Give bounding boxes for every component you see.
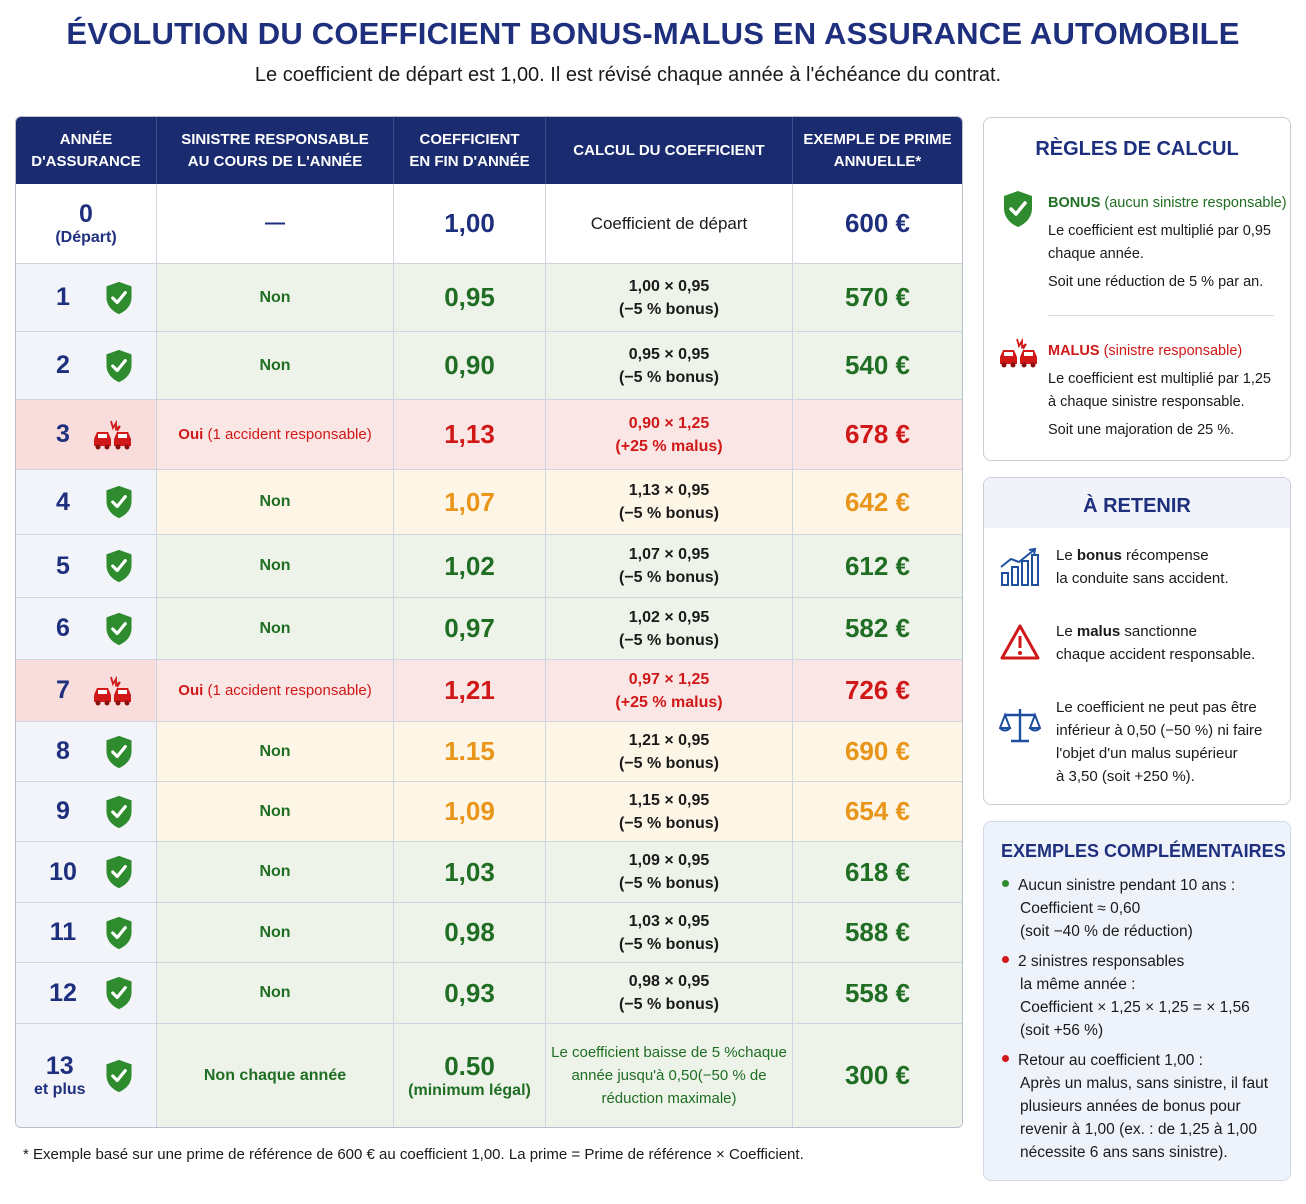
prime-cell — [793, 264, 962, 331]
table-row — [16, 721, 962, 781]
car-crash-icon — [92, 676, 134, 706]
prime-cell — [793, 400, 962, 469]
shield-check-icon — [104, 916, 134, 950]
coefficient-value: 1,00 — [444, 208, 495, 238]
examples-panel — [983, 821, 1291, 1181]
coefficient-cell — [394, 722, 546, 781]
header-coefficient: COEFFICIENT EN FIN D'ANNÉE — [394, 117, 546, 184]
prime-cell — [793, 903, 962, 962]
sinistre-value: Non chaque année — [203, 1066, 347, 1084]
retain-title: À RETENIR — [1083, 495, 1191, 517]
year-number: 2 — [56, 351, 70, 379]
calcul-cell — [546, 184, 793, 263]
prime-cell — [793, 1024, 962, 1127]
prime-cell — [793, 535, 962, 597]
coefficient-value: 1,09 — [444, 796, 495, 826]
calcul-cell — [546, 598, 793, 659]
table-row — [16, 331, 962, 399]
coefficient-value: 1,13 — [444, 419, 495, 449]
shield-check-icon — [104, 485, 134, 519]
year-number: 12 — [49, 978, 77, 1007]
table-row — [16, 1023, 962, 1127]
year-number: 7 — [56, 676, 70, 704]
table-row — [16, 469, 962, 534]
table-body — [16, 184, 962, 1127]
prime-value: 654 € — [844, 796, 911, 826]
prime-cell — [793, 332, 962, 399]
calcul-note: (−5 % bonus) — [618, 569, 719, 586]
coefficient-value: 1,07 — [444, 486, 495, 517]
car-crash-icon — [998, 338, 1040, 373]
year-number: 1 — [56, 283, 70, 311]
prime-cell — [793, 470, 962, 534]
table-row — [16, 902, 962, 962]
prime-cell — [793, 722, 962, 781]
calcul-text: (−50 % de réduction maximale) — [601, 1067, 767, 1107]
coefficient-cell — [394, 660, 546, 721]
coefficient-cell — [394, 470, 546, 534]
bar-chart-icon — [999, 547, 1041, 592]
prime-value: 600 € — [844, 208, 911, 238]
calcul-formula: 0,98 × 0,95 — [628, 973, 710, 990]
year-cell — [16, 332, 157, 399]
year-cell — [16, 598, 157, 659]
calcul-formula: 1,21 × 0,95 — [628, 731, 710, 749]
calcul-formula: 1,13 × 0,95 — [628, 482, 710, 499]
calcul-cell — [546, 903, 793, 962]
sinistre-value: Oui — [178, 426, 204, 443]
calcul-note: (−5 % bonus) — [618, 814, 719, 832]
prime-value: 540 € — [844, 350, 911, 380]
table-row — [16, 597, 962, 659]
year-cell — [16, 264, 157, 331]
example-item: Retour au coefficient 1,00 : Après un malus, sans sinistre, il faut plusieurs années de bonus pour revenir à 1,00 (ex. : de 1,25 à 1,00 nécessite 6 ans sans sinistre). — [1002, 1049, 1268, 1164]
prime-cell — [793, 660, 962, 721]
prime-cell — [793, 842, 962, 902]
prime-value: 612 € — [844, 550, 911, 581]
sinistre-cell — [157, 842, 394, 902]
prime-value: 558 € — [844, 977, 911, 1008]
coefficient-value: 1,03 — [444, 856, 495, 887]
calcul-cell — [546, 470, 793, 534]
calcul-formula: 1,07 × 0,95 — [628, 546, 710, 563]
calcul-cell — [546, 400, 793, 469]
shield-check-icon — [104, 612, 134, 646]
sinistre-cell — [157, 470, 394, 534]
year-cell — [16, 535, 157, 597]
page-subtitle: Le coefficient de départ est 1,00. Il est révisé chaque année à l'échéance du contrat. — [254, 64, 1002, 86]
calcul-formula: 1,03 × 0,95 — [628, 912, 710, 930]
calcul-note: (−5 % bonus) — [618, 935, 719, 953]
table-row — [16, 534, 962, 597]
year-cell — [16, 903, 157, 962]
calcul-formula: 0,95 × 0,95 — [628, 345, 710, 363]
calcul-note: (−5 % bonus) — [618, 505, 719, 522]
shield-check-icon — [104, 549, 134, 583]
sinistre-cell — [157, 535, 394, 597]
calcul-formula: 0,97 × 1,25 — [628, 670, 710, 688]
prime-value: 726 € — [844, 675, 911, 705]
calcul-note: (−5 % bonus) — [618, 996, 719, 1013]
prime-value: 570 € — [844, 282, 911, 312]
calcul-cell — [546, 264, 793, 331]
sinistre-value: Non — [259, 288, 291, 306]
calcul-formula: 1,09 × 0,95 — [628, 852, 710, 869]
example-item: 2 sinistres responsables la même année : Coefficient × 1,25 × 1,25 = × 1,56 (soit +56 %) — [1002, 950, 1250, 1042]
coefficient-cell — [394, 535, 546, 597]
table-row — [16, 659, 962, 721]
sinistre-cell — [157, 782, 394, 841]
shield-check-icon — [104, 976, 134, 1010]
sinistre-detail: (1 accident responsable) — [207, 682, 372, 699]
calcul-cell — [546, 782, 793, 841]
sinistre-value: Non — [259, 984, 291, 1001]
year-cell — [16, 963, 157, 1023]
calcul-text: Coefficient de départ — [590, 213, 748, 233]
prime-cell — [793, 598, 962, 659]
header-year: ANNÉE D'ASSURANCE — [16, 117, 157, 184]
table-row — [16, 184, 962, 263]
calcul-formula: 0,90 × 1,25 — [628, 414, 710, 432]
calcul-note: (+25 % malus) — [615, 693, 723, 711]
year-cell — [16, 722, 157, 781]
shield-check-icon — [1002, 190, 1034, 233]
table-row — [16, 841, 962, 902]
calcul-text: Le coefficient baisse de 5 % — [551, 1044, 738, 1061]
sinistre-cell — [157, 598, 394, 659]
year-cell — [16, 184, 157, 263]
coefficient-value: 1.15 — [444, 736, 495, 766]
year-number: 10 — [49, 857, 77, 886]
calcul-cell — [546, 722, 793, 781]
prime-value: 588 € — [844, 917, 911, 947]
year-number: 11 — [49, 918, 77, 946]
rules-panel: RÈGLES DE CALCUL BONUS (aucun sinistre responsable) Le coefficient est multiplié par 0,95 chaque année. Soit une réduction de 5 % par an. MALUS (sinistre responsable) Le coefficient est multiplié par 1,25 à chaque sinistre responsable. Soit une majoration de 25 %. — [983, 117, 1291, 461]
sinistre-value: Oui — [178, 682, 204, 699]
header-calcul: CALCUL DU COEFFICIENT — [546, 117, 793, 184]
coefficient-cell — [394, 963, 546, 1023]
coefficient-value: 0.50 — [444, 1051, 495, 1081]
calcul-note: (+25 % malus) — [615, 437, 723, 455]
sinistre-cell — [157, 903, 394, 962]
calcul-note: (−5 % bonus) — [618, 754, 719, 772]
prime-value: 582 € — [844, 613, 911, 643]
sinistre-value: Non — [259, 356, 291, 374]
sinistre-cell — [157, 400, 394, 469]
sinistre-value: — — [265, 212, 285, 234]
shield-check-icon — [104, 1059, 134, 1093]
calcul-note: (−5 % bonus) — [618, 875, 719, 892]
sinistre-cell — [157, 660, 394, 721]
coefficient-cell — [394, 903, 546, 962]
year-number: 0 — [79, 200, 93, 228]
prime-value: 678 € — [844, 419, 911, 449]
car-crash-icon — [92, 420, 134, 450]
coefficient-value: 0,98 — [444, 917, 495, 947]
year-cell — [16, 782, 157, 841]
year-number: 9 — [56, 797, 70, 825]
sinistre-value: Non — [259, 742, 291, 760]
calcul-cell — [546, 842, 793, 902]
examples-title: EXEMPLES COMPLÉMENTAIRES — [1001, 841, 1286, 861]
sinistre-cell — [157, 1024, 394, 1127]
example-item: Aucun sinistre pendant 10 ans : Coefficient ≈ 0,60 (soit −40 % de réduction) — [1002, 874, 1235, 943]
shield-check-icon — [104, 855, 134, 889]
calcul-cell — [546, 1024, 793, 1127]
coefficient-cell — [394, 598, 546, 659]
year-sub: et plus — [34, 1081, 86, 1098]
table-row — [16, 781, 962, 841]
shield-check-icon — [104, 735, 134, 769]
prime-value: 300 € — [844, 1060, 911, 1090]
calcul-note: (−5 % bonus) — [618, 368, 719, 386]
shield-check-icon — [104, 349, 134, 383]
prime-cell — [793, 184, 962, 263]
year-number: 3 — [56, 420, 70, 448]
year-number: 8 — [56, 737, 70, 765]
page-title: ÉVOLUTION DU COEFFICIENT BONUS-MALUS EN ASSURANCE AUTOMOBILE — [66, 16, 1240, 51]
calcul-text: chaque année jusqu'à 0,50 — [571, 1044, 787, 1084]
coefficient-cell — [394, 1024, 546, 1127]
sinistre-cell — [157, 264, 394, 331]
year-cell — [16, 470, 157, 534]
coefficient-cell — [394, 400, 546, 469]
footnote: * Exemple basé sur une prime de référence de 600 € au coefficient 1,00. La prime = Prime de référence × Coefficient. — [23, 1146, 804, 1163]
retain-panel: À RETENIR Le bonus récompense la conduite sans accident. Le malus sanctionne chaque accident responsable. Le coefficient ne peut pas être inférieur à 0,50 (−50 %) ni faire l'objet d'un malus supérieur à 3,50 (soit +250 %). — [983, 477, 1291, 805]
table-row — [16, 962, 962, 1023]
sinistre-value: Non — [259, 802, 291, 820]
sinistre-detail: (1 accident responsable) — [207, 426, 372, 443]
header-sinistre: SINISTRE RESPONSABLE AU COURS DE L'ANNÉE — [157, 117, 394, 184]
coefficient-cell — [394, 332, 546, 399]
coefficient-cell — [394, 264, 546, 331]
coefficient-value: 0,93 — [444, 977, 495, 1008]
year-cell — [16, 1024, 157, 1127]
coefficient-cell — [394, 842, 546, 902]
table-row — [16, 399, 962, 469]
year-sub: (Départ) — [55, 229, 117, 246]
prime-value: 690 € — [844, 736, 911, 766]
coefficient-value: 0,95 — [444, 282, 495, 312]
coefficient-cell — [394, 184, 546, 263]
coefficient-value: 1,02 — [444, 550, 495, 581]
calcul-cell — [546, 332, 793, 399]
bonus-malus-table — [15, 116, 963, 1128]
coefficient-note: (minimum légal) — [408, 1082, 531, 1099]
year-cell — [16, 842, 157, 902]
year-number: 5 — [56, 551, 70, 580]
coefficient-value: 0,90 — [444, 350, 495, 380]
sinistre-value: Non — [259, 619, 291, 637]
sinistre-cell — [157, 722, 394, 781]
calcul-cell — [546, 660, 793, 721]
shield-check-icon — [104, 281, 134, 315]
calcul-cell — [546, 963, 793, 1023]
coefficient-cell — [394, 782, 546, 841]
sinistre-cell — [157, 963, 394, 1023]
year-cell — [16, 660, 157, 721]
table-row — [16, 263, 962, 331]
sinistre-value: Non — [259, 863, 291, 880]
coefficient-value: 0,97 — [444, 613, 495, 643]
calcul-note: (−5 % bonus) — [618, 300, 719, 318]
rules-title: RÈGLES DE CALCUL — [1035, 138, 1239, 160]
prime-value: 618 € — [844, 856, 911, 887]
calcul-note: (−5 % bonus) — [618, 631, 719, 649]
sinistre-value: Non — [259, 557, 291, 574]
coefficient-value: 1,21 — [444, 675, 495, 705]
calcul-formula: 1,02 × 0,95 — [628, 608, 710, 626]
calcul-cell — [546, 535, 793, 597]
header-prime: EXEMPLE DE PRIME ANNUELLE* — [803, 130, 952, 170]
warning-icon — [999, 623, 1041, 666]
year-number: 13 — [45, 1052, 74, 1080]
prime-cell — [793, 782, 962, 841]
calcul-formula: 1,15 × 0,95 — [628, 791, 710, 809]
shield-check-icon — [104, 795, 134, 829]
year-number: 4 — [56, 487, 70, 516]
sinistre-value: Non — [259, 923, 291, 941]
calcul-formula: 1,00 × 0,95 — [628, 277, 710, 295]
scales-icon — [999, 706, 1041, 751]
year-cell — [16, 400, 157, 469]
sinistre-cell — [157, 332, 394, 399]
table-header — [16, 117, 962, 184]
prime-value: 642 € — [844, 486, 911, 517]
year-number: 6 — [56, 614, 70, 642]
prime-cell — [793, 963, 962, 1023]
sinistre-value: Non — [259, 493, 291, 510]
sinistre-cell — [157, 184, 394, 263]
